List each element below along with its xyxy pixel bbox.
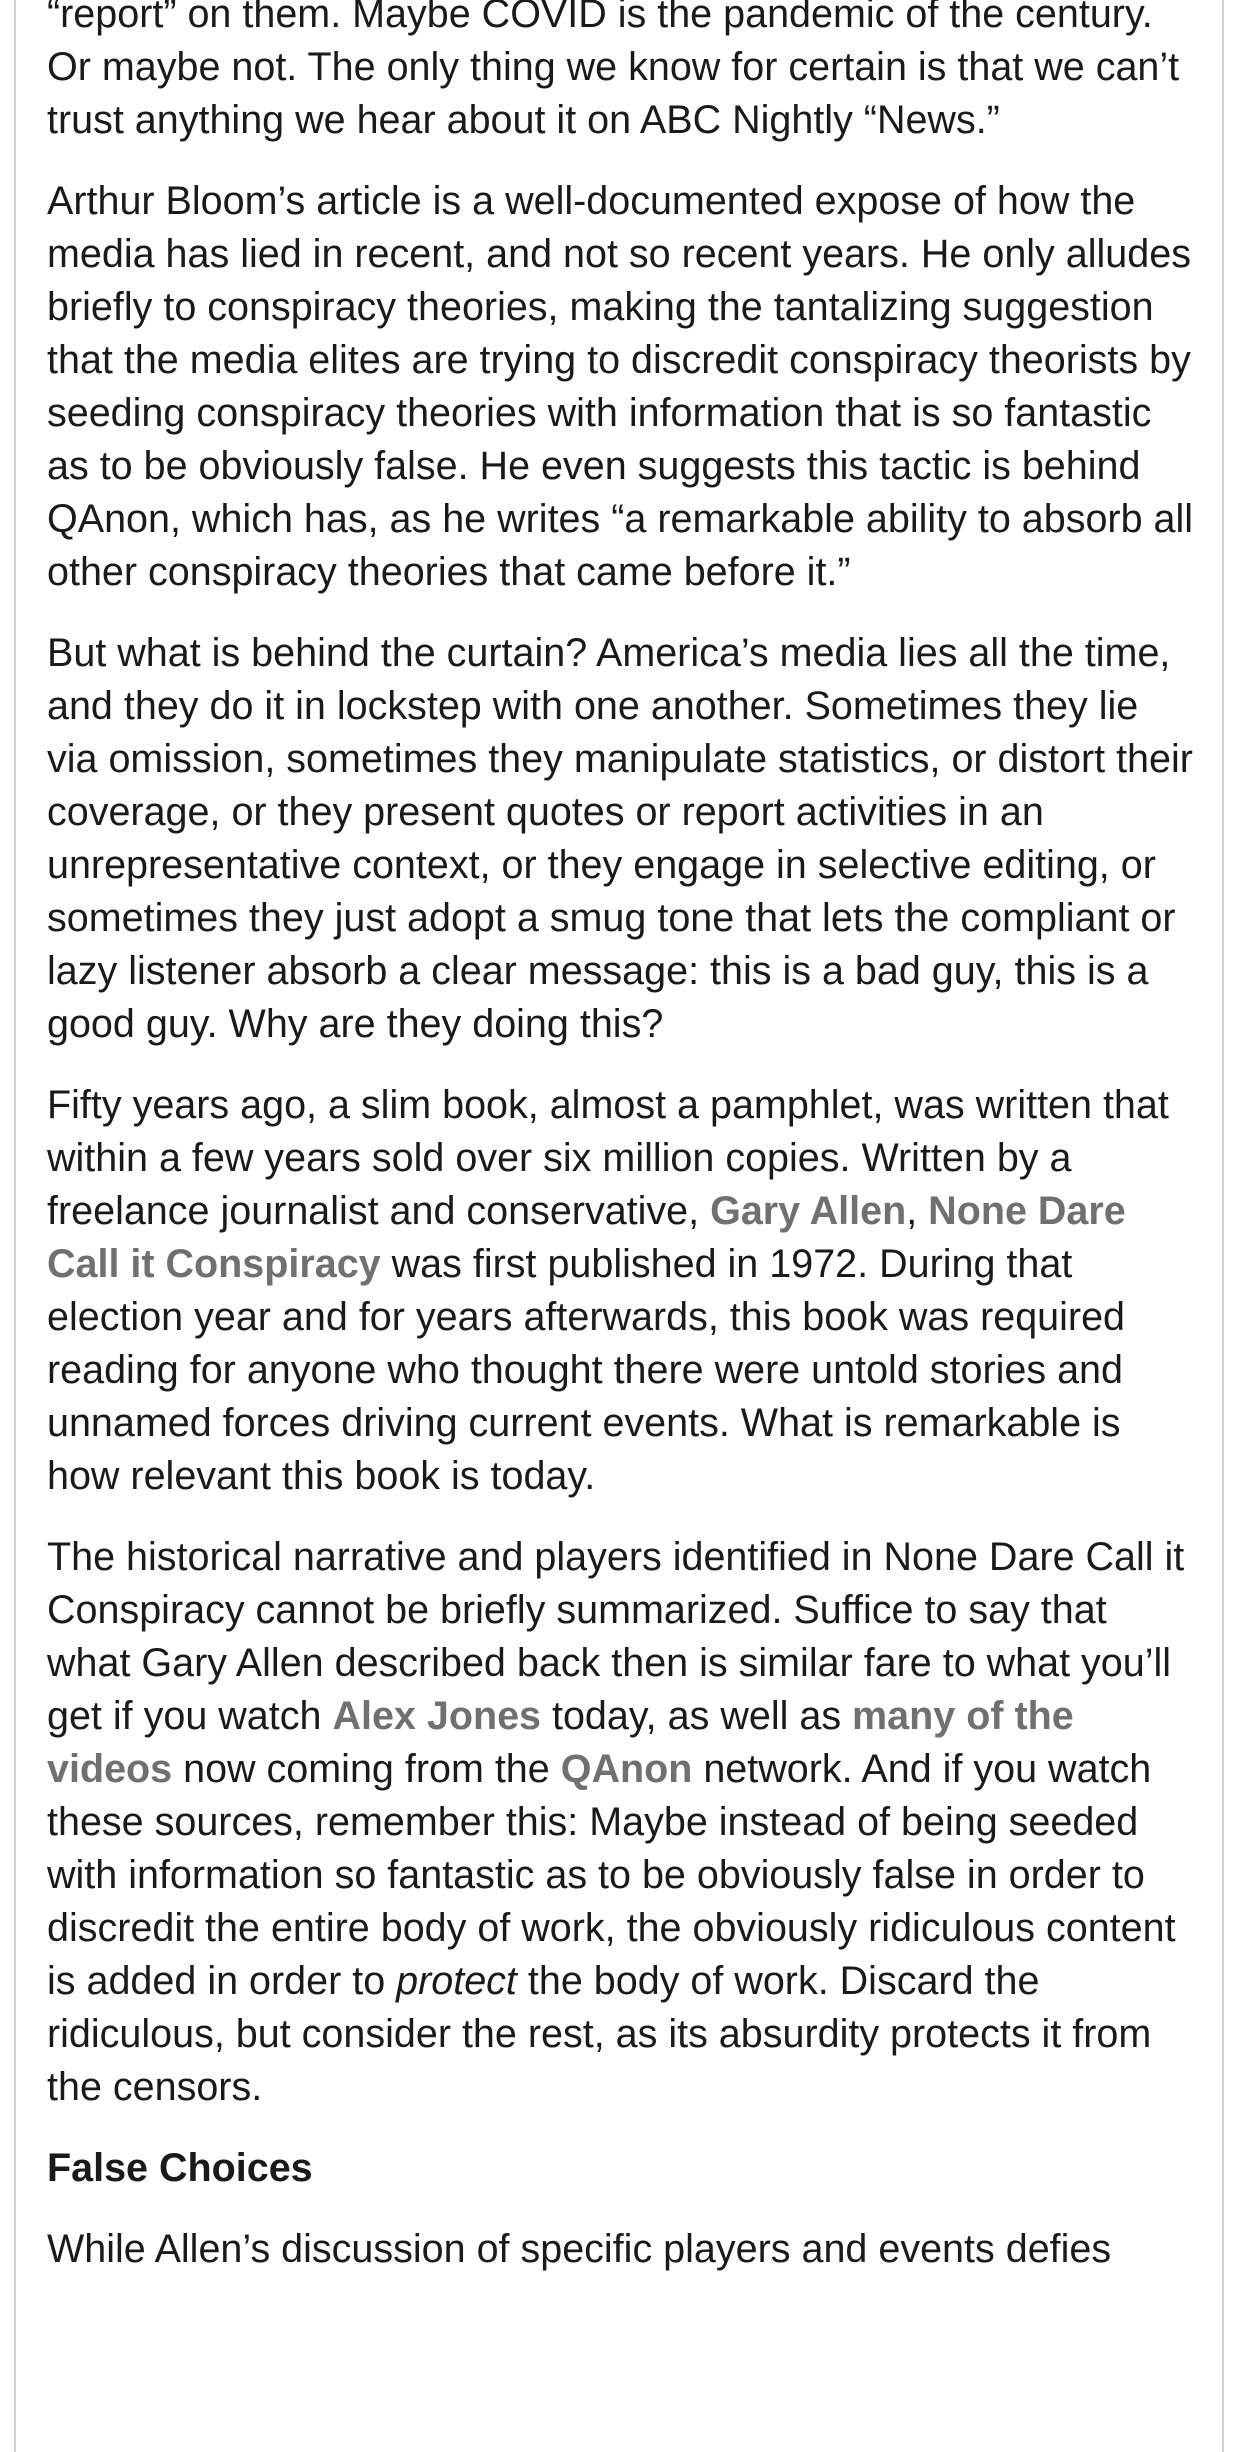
paragraph-text: “report” on them. Maybe COVID is the pandemic of the century. Or maybe not. The only thing we know for certain is that we can’t trust anything we hear about it on ABC Nightly “News.” <box>47 0 1180 142</box>
link-none-dare-call-it-conspiracy[interactable]: None Dare Call it Conspiracy <box>47 1189 1126 1286</box>
emphasis-protect: protect <box>396 1959 517 2003</box>
paragraph-covid <box>47 0 1197 147</box>
paragraph-behind-curtain <box>47 627 1197 1051</box>
paragraph-fifty-years <box>47 1079 1197 1503</box>
link-qanon[interactable]: QAnon <box>560 1747 693 1791</box>
paragraph-text: now coming from the <box>172 1747 561 1791</box>
paragraph-text: But what is behind the curtain? America’s media lies all the time, and they do it in lockstep with one another. Sometimes they lie via omission, sometimes they manipulate statistics, or distort their coverage, or they present quotes or report activities in an unrepresentative context, or they engage in selective editing, or sometimes they just adopt a smug tone that lets the compliant or lazy listener absorb a clear message: this is a bad guy, this is a good guy. Why are they doing this? <box>47 631 1193 1046</box>
link-many-of-the-videos[interactable]: many of the videos <box>47 1694 1074 1791</box>
paragraph-text: today, as well as <box>541 1694 853 1738</box>
link-alex-jones[interactable]: Alex Jones <box>332 1694 542 1738</box>
paragraph-text: Fifty years ago, a slim book, almost a pamphlet, was written that within a few years sold over six million copies. Written by a freelance journalist and conservative, <box>47 1083 1169 1233</box>
paragraph-text: was first published in 1972. During that election year and for years afterwards, this book was required reading for anyone who thought there were untold stories and unnamed forces driving current events. What is remarkable is how relevant this book is today. <box>47 1242 1126 1498</box>
paragraph-text: Arthur Bloom’s article is a well-documented expose of how the media has lied in recent, and not so recent years. He only alludes briefly to conspiracy theories, making the tantalizing suggestion that the media elites are trying to discredit conspiracy theorists by seeding conspiracy theories with information that is so fantastic as to be obviously false. He even suggests this tactic is behind QAnon, which has, as he writes “a remarkable ability to absorb all other conspiracy theories that came before it.” <box>47 179 1194 594</box>
link-gary-allen[interactable]: Gary Allen <box>710 1189 907 1233</box>
paragraph-text: While Allen’s discussion of specific players and events defies <box>47 2227 1112 2271</box>
paragraph-allen-discussion <box>47 2223 1197 2276</box>
paragraph-text: the body of work. Discard the ridiculous, but consider the rest, as its absurdity protects it from the censors. <box>47 1959 1152 2109</box>
paragraph-text: The historical narrative and players identified in None Dare Call it Conspiracy cannot be briefly summarized. Suffice to say that what Gary Allen described back then is similar fare to what you’ll get if you watch <box>47 1535 1185 1738</box>
paragraph-arthur-bloom <box>47 175 1197 599</box>
paragraph-text: , <box>906 1189 929 1233</box>
paragraph-text: network. And if you watch these sources, remember this: Maybe instead of being seeded with information so fantastic as to be obviously false in order to discredit the entire body of work, the obviously ridiculous content is added in order to <box>47 1747 1176 2003</box>
section-heading-false-choices: False Choices <box>47 2146 313 2190</box>
paragraph-historical-narrative <box>47 1531 1197 2114</box>
article-body <box>47 0 1197 2304</box>
